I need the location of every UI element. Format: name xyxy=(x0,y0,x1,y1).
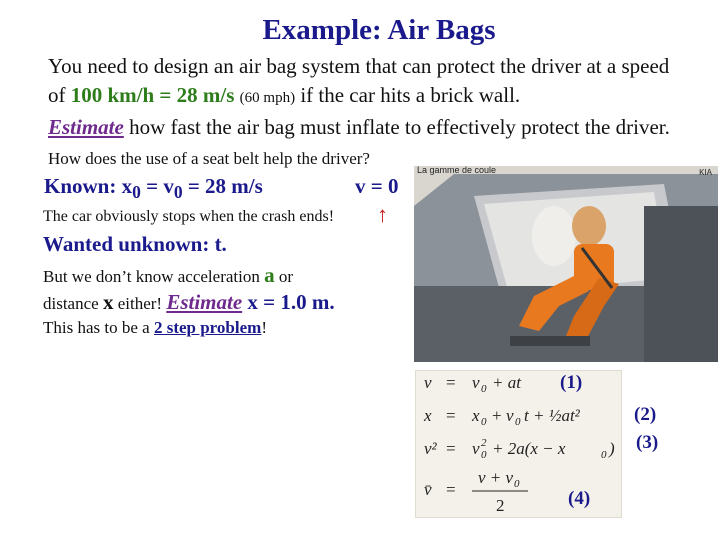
photo-caption: La gamme de coule xyxy=(417,166,497,175)
known-sub-v: 0 xyxy=(173,182,183,203)
known-values xyxy=(44,174,263,203)
eq-number-4: (4) xyxy=(568,488,591,509)
known-eq: = v xyxy=(140,174,174,198)
crash-test-photo xyxy=(414,166,718,362)
eq1-tail: + at xyxy=(492,373,521,392)
eq-number-1: (1) xyxy=(560,372,583,393)
two-step-link[interactable]: 2 step problem xyxy=(153,318,262,337)
eq1-lhs: v xyxy=(424,373,432,392)
eq3-v: v xyxy=(472,439,480,458)
eq4-sub: 0 xyxy=(514,478,520,490)
known-sub-x: 0 xyxy=(132,182,141,203)
known-label: Known: x xyxy=(44,174,133,198)
equations-svg xyxy=(416,371,621,517)
eq2-equals: = xyxy=(446,406,456,425)
eq3-lhs: v² xyxy=(424,439,437,458)
intro-text-2: if the car hits a brick wall. xyxy=(295,83,521,107)
eq2-plus: + xyxy=(492,406,502,425)
accel-symbol: a xyxy=(264,263,275,287)
eq3-sub: 0 xyxy=(481,449,487,461)
eq4-den: 2 xyxy=(496,496,505,515)
kinematics-equations xyxy=(415,370,622,518)
twostep-post: ! xyxy=(261,318,267,337)
eq2-sub2: 0 xyxy=(515,416,521,428)
intro-text-3: how fast the air bag must inflate to effectively protect the driver. xyxy=(123,115,670,139)
eq4-equals: = xyxy=(446,480,456,499)
eq4-num: v + v xyxy=(478,468,514,487)
up-arrow-icon: ↑ xyxy=(377,202,388,227)
eq2-tail: t + ½at² xyxy=(524,406,580,425)
dist-symbol: x xyxy=(102,290,114,314)
eq2-v: v xyxy=(506,406,514,425)
eq3-sup: 2 xyxy=(481,437,487,449)
accel-pre: But we don’t know acceleration xyxy=(43,267,265,286)
eq3-sub2: 0 xyxy=(601,449,607,461)
eq1-sub: 0 xyxy=(481,383,487,395)
final-velocity: v = 0 xyxy=(355,174,399,198)
wanted-unknown: Wanted unknown: t. xyxy=(43,232,227,256)
acceleration-note xyxy=(43,263,293,288)
eq-number-3: (3) xyxy=(636,432,659,453)
seatbelt-question: How does the use of a seat belt help the driver? xyxy=(48,149,370,168)
problem-statement xyxy=(48,52,688,173)
accel-post: or xyxy=(274,267,294,286)
dist-pre: distance xyxy=(43,294,103,313)
eq2-lhs: x xyxy=(424,406,432,425)
photo-brand: KIA xyxy=(699,168,712,177)
crash-test-illustration xyxy=(414,166,718,362)
mph-value: (60 mph) xyxy=(239,90,296,106)
speed-value: 100 km/h = 28 m/s xyxy=(70,83,235,107)
distance-note xyxy=(43,290,335,315)
slide-title: Example: Air Bags xyxy=(262,14,496,46)
dist-estimate: Estimate xyxy=(166,290,243,314)
estimate-keyword: Estimate xyxy=(48,115,124,139)
eq2-x: x xyxy=(472,406,480,425)
dist-mid: either! xyxy=(113,294,167,313)
eq3-close: ) xyxy=(609,439,615,458)
two-step-note xyxy=(43,318,267,338)
eq-number-2: (2) xyxy=(634,404,657,425)
eq1-v: v xyxy=(472,373,480,392)
eq4-lhs: v̄ xyxy=(424,480,432,499)
eq1-equals: = xyxy=(446,373,456,392)
eq3-tail: + 2a(x − x xyxy=(492,439,566,458)
intro-text-1: You need to design an air bag system that can protect the driver at a speed of xyxy=(48,54,670,107)
twostep-pre: This has to be a xyxy=(43,318,154,337)
eq3-equals: = xyxy=(446,439,456,458)
eq2-sub: 0 xyxy=(481,416,487,428)
dist-value: x = 1.0 m. xyxy=(242,290,335,314)
car-stops-note: The car obviously stops when the crash ends! xyxy=(43,208,335,225)
known-speed: = 28 m/s xyxy=(182,174,263,198)
